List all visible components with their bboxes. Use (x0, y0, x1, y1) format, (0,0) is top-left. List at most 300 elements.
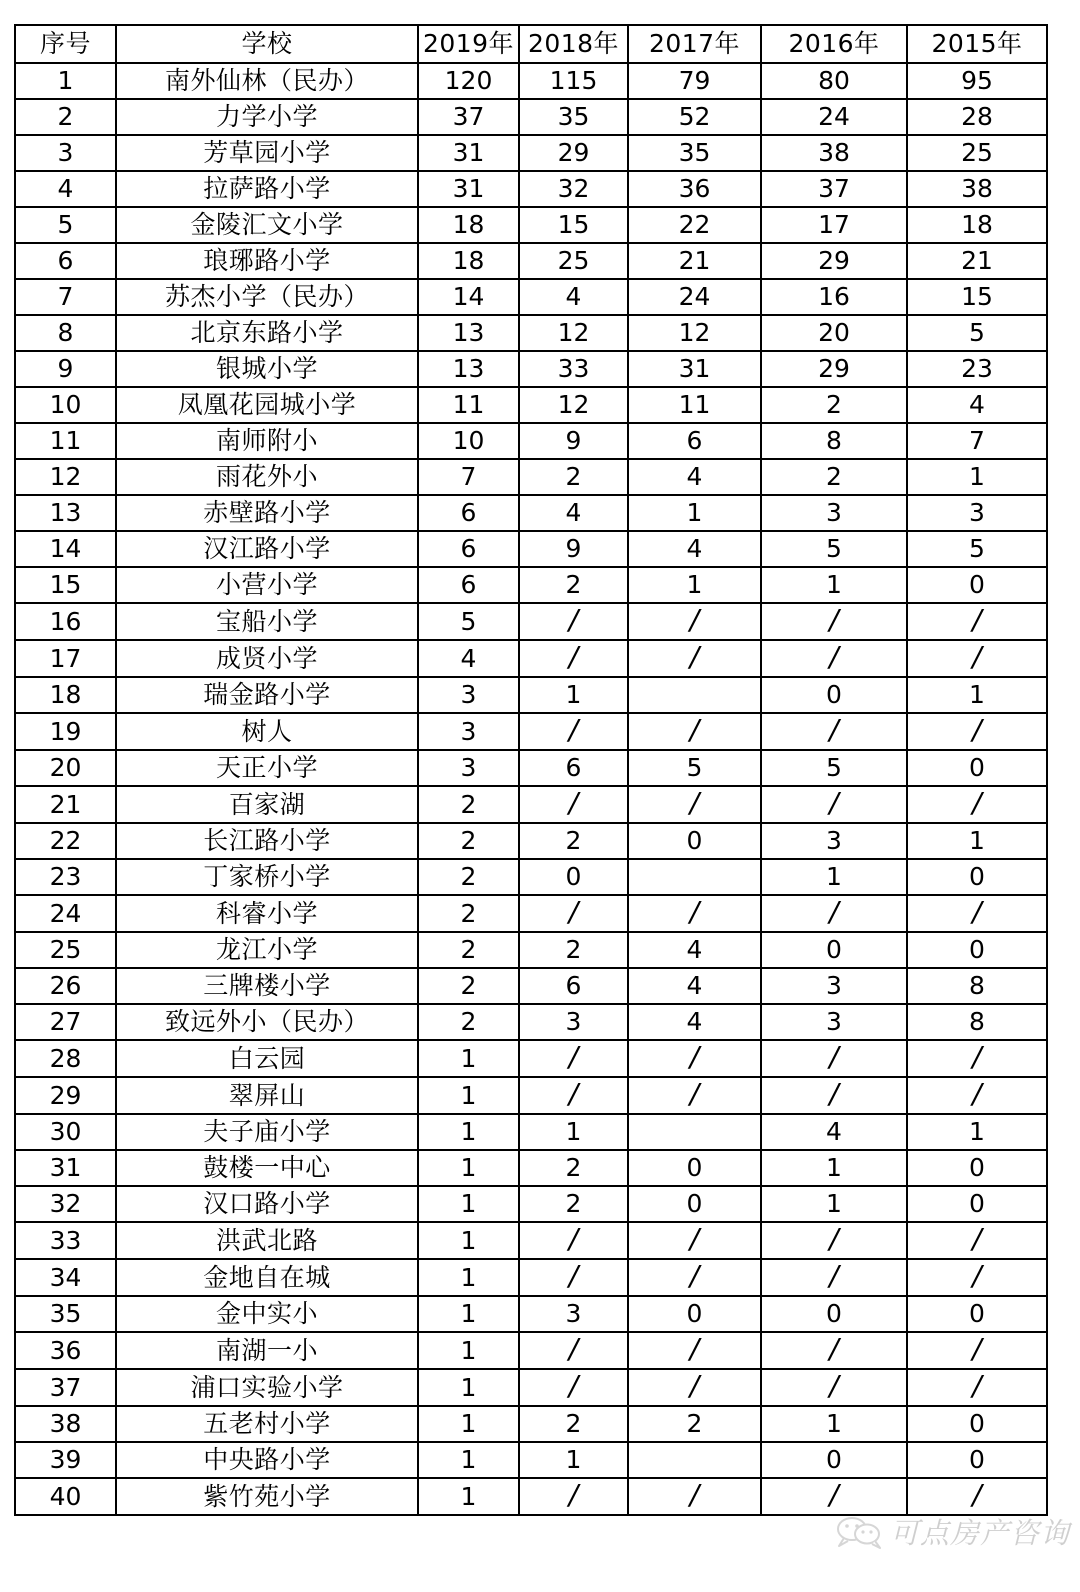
cell-2018: 2 (519, 459, 628, 495)
cell-school-name: 长江路小学 (116, 823, 418, 859)
table-row (15, 135, 1047, 171)
table-row (15, 207, 1047, 243)
missing-data-marker: / (689, 1332, 700, 1365)
cell-2015: 8 (907, 1004, 1047, 1040)
cell-school-name: 白云园 (116, 1040, 418, 1077)
cell-2019: 2 (418, 823, 519, 859)
cell-index: 32 (15, 1186, 116, 1222)
cell-2015: 21 (907, 243, 1047, 279)
cell-2016: 3 (761, 495, 907, 531)
cell-school-name: 丁家桥小学 (116, 859, 418, 895)
cell-2017 (628, 1442, 761, 1478)
cell-2015 (907, 895, 1047, 932)
cell-2016: 5 (761, 531, 907, 567)
cell-index: 27 (15, 1004, 116, 1040)
cell-2018: 2 (519, 932, 628, 968)
missing-data-marker: / (829, 1040, 839, 1073)
cell-2015: 1 (907, 677, 1047, 713)
cell-2017: 35 (628, 135, 761, 171)
cell-2016 (761, 1222, 907, 1259)
cell-2015: 25 (907, 135, 1047, 171)
missing-data-marker: / (829, 1077, 839, 1110)
cell-2017 (628, 677, 761, 713)
cell-2019: 13 (418, 351, 519, 387)
missing-data-marker: / (972, 786, 982, 819)
cell-school-name: 洪武北路 (116, 1222, 418, 1259)
missing-data-marker: / (972, 1478, 982, 1511)
cell-2019: 37 (418, 99, 519, 135)
missing-data-marker: / (568, 1369, 579, 1402)
cell-2016: 0 (761, 1296, 907, 1332)
cell-2019: 1 (418, 1186, 519, 1222)
table-row (15, 567, 1047, 603)
cell-2018 (519, 640, 628, 677)
cell-2018: 1 (519, 677, 628, 713)
table-row (15, 1222, 1047, 1259)
cell-2019: 14 (418, 279, 519, 315)
cell-2015 (907, 1478, 1047, 1515)
cell-index: 34 (15, 1259, 116, 1296)
cell-2017 (628, 859, 761, 895)
cell-2015: 38 (907, 171, 1047, 207)
cell-index: 38 (15, 1406, 116, 1442)
missing-data-marker: / (972, 603, 982, 636)
cell-school-name: 凤凰花园城小学 (116, 387, 418, 423)
missing-data-marker: / (689, 713, 700, 746)
table-row (15, 786, 1047, 823)
cell-2015: 5 (907, 315, 1047, 351)
missing-data-marker: / (568, 1222, 579, 1255)
missing-data-marker: / (568, 1259, 579, 1292)
cell-2016: 29 (761, 243, 907, 279)
cell-2017: 0 (628, 823, 761, 859)
cell-2017: 22 (628, 207, 761, 243)
table-container (14, 24, 1046, 1516)
cell-2015: 5 (907, 531, 1047, 567)
missing-data-marker: / (829, 1259, 839, 1292)
cell-school-name: 芳草园小学 (116, 135, 418, 171)
cell-index: 24 (15, 895, 116, 932)
cell-2016: 3 (761, 968, 907, 1004)
cell-index: 9 (15, 351, 116, 387)
cell-2018: 9 (519, 423, 628, 459)
missing-data-marker: / (972, 1369, 982, 1402)
table-row (15, 99, 1047, 135)
cell-2016: 38 (761, 135, 907, 171)
cell-school-name: 赤壁路小学 (116, 495, 418, 531)
table-row (15, 243, 1047, 279)
cell-2018: 3 (519, 1296, 628, 1332)
table-row (15, 171, 1047, 207)
cell-2015 (907, 1332, 1047, 1369)
missing-data-marker: / (568, 1040, 579, 1073)
cell-2018: 12 (519, 387, 628, 423)
cell-school-name: 龙江小学 (116, 932, 418, 968)
table-row (15, 968, 1047, 1004)
missing-data-marker: / (829, 1332, 839, 1365)
table-row (15, 1406, 1047, 1442)
cell-2017: 0 (628, 1296, 761, 1332)
watermark (836, 1511, 1070, 1552)
cell-2019: 1 (418, 1222, 519, 1259)
cell-2018 (519, 1369, 628, 1406)
column-header-2016: 2016年 (761, 25, 907, 63)
cell-2016: 24 (761, 99, 907, 135)
cell-2017: 4 (628, 1004, 761, 1040)
cell-index: 21 (15, 786, 116, 823)
cell-index: 11 (15, 423, 116, 459)
cell-2019: 1 (418, 1150, 519, 1186)
cell-2019: 31 (418, 135, 519, 171)
cell-index: 15 (15, 567, 116, 603)
missing-data-marker: / (689, 1222, 700, 1255)
cell-2019: 1 (418, 1442, 519, 1478)
cell-2017: 31 (628, 351, 761, 387)
cell-index: 39 (15, 1442, 116, 1478)
cell-2016: 0 (761, 932, 907, 968)
missing-data-marker: / (829, 895, 839, 928)
table-body (15, 63, 1047, 1515)
missing-data-marker: / (829, 786, 839, 819)
cell-2017: 24 (628, 279, 761, 315)
missing-data-marker: / (568, 713, 579, 746)
cell-2015: 3 (907, 495, 1047, 531)
cell-2018: 33 (519, 351, 628, 387)
cell-2016 (761, 1259, 907, 1296)
cell-school-name: 三牌楼小学 (116, 968, 418, 1004)
cell-2016 (761, 1040, 907, 1077)
cell-2019: 2 (418, 859, 519, 895)
cell-2019: 10 (418, 423, 519, 459)
cell-2015 (907, 1369, 1047, 1406)
cell-school-name: 金中实小 (116, 1296, 418, 1332)
table-row (15, 495, 1047, 531)
table-row (15, 895, 1047, 932)
cell-2017: 21 (628, 243, 761, 279)
cell-2019: 2 (418, 786, 519, 823)
cell-2019: 1 (418, 1296, 519, 1332)
missing-data-marker: / (972, 895, 982, 928)
missing-data-marker: / (568, 1332, 579, 1365)
cell-2017: 12 (628, 315, 761, 351)
cell-2018 (519, 1259, 628, 1296)
cell-school-name: 翠屏山 (116, 1077, 418, 1114)
column-header-2018: 2018年 (519, 25, 628, 63)
missing-data-marker: / (689, 640, 700, 673)
cell-2016 (761, 603, 907, 640)
table-row (15, 750, 1047, 786)
cell-index: 19 (15, 713, 116, 750)
cell-2015: 28 (907, 99, 1047, 135)
cell-2018 (519, 1332, 628, 1369)
cell-2015 (907, 713, 1047, 750)
table-row (15, 1369, 1047, 1406)
cell-index: 2 (15, 99, 116, 135)
cell-school-name: 树人 (116, 713, 418, 750)
cell-school-name: 科睿小学 (116, 895, 418, 932)
cell-2016: 3 (761, 1004, 907, 1040)
cell-2016 (761, 1332, 907, 1369)
missing-data-marker: / (689, 1259, 700, 1292)
cell-index: 14 (15, 531, 116, 567)
table-row (15, 423, 1047, 459)
missing-data-marker: / (689, 1369, 700, 1402)
cell-2016: 17 (761, 207, 907, 243)
cell-2015: 0 (907, 1186, 1047, 1222)
cell-2016: 29 (761, 351, 907, 387)
cell-2017: 79 (628, 63, 761, 99)
cell-2017 (628, 1259, 761, 1296)
cell-2019: 2 (418, 968, 519, 1004)
cell-2018: 12 (519, 315, 628, 351)
cell-2017 (628, 1478, 761, 1515)
cell-index: 13 (15, 495, 116, 531)
cell-2016: 20 (761, 315, 907, 351)
cell-2018: 4 (519, 279, 628, 315)
cell-2018: 32 (519, 171, 628, 207)
column-header-index: 序号 (15, 25, 116, 63)
cell-2018: 0 (519, 859, 628, 895)
table-row (15, 1332, 1047, 1369)
cell-2015: 23 (907, 351, 1047, 387)
cell-2019: 3 (418, 750, 519, 786)
cell-index: 37 (15, 1369, 116, 1406)
missing-data-marker: / (972, 1077, 982, 1110)
missing-data-marker: / (972, 1332, 982, 1365)
cell-2018 (519, 1222, 628, 1259)
cell-2019: 2 (418, 895, 519, 932)
cell-2015: 0 (907, 1150, 1047, 1186)
cell-school-name: 五老村小学 (116, 1406, 418, 1442)
table-row (15, 1478, 1047, 1515)
cell-2018 (519, 895, 628, 932)
cell-2015: 0 (907, 567, 1047, 603)
cell-2019: 6 (418, 495, 519, 531)
cell-school-name: 百家湖 (116, 786, 418, 823)
cell-2015: 0 (907, 1406, 1047, 1442)
cell-2018: 6 (519, 968, 628, 1004)
cell-index: 20 (15, 750, 116, 786)
cell-school-name: 紫竹苑小学 (116, 1478, 418, 1515)
cell-2016 (761, 1369, 907, 1406)
cell-2019: 1 (418, 1040, 519, 1077)
cell-2015: 4 (907, 387, 1047, 423)
cell-index: 16 (15, 603, 116, 640)
cell-2015 (907, 786, 1047, 823)
cell-2018: 9 (519, 531, 628, 567)
cell-2019: 1 (418, 1406, 519, 1442)
cell-index: 8 (15, 315, 116, 351)
cell-2017 (628, 1332, 761, 1369)
cell-2017 (628, 1114, 761, 1150)
cell-2017 (628, 1222, 761, 1259)
missing-data-marker: / (689, 603, 700, 636)
table-row (15, 823, 1047, 859)
cell-2018: 2 (519, 823, 628, 859)
cell-2017: 4 (628, 932, 761, 968)
cell-2017: 5 (628, 750, 761, 786)
column-header-2017: 2017年 (628, 25, 761, 63)
cell-school-name: 南外仙林（民办） (116, 63, 418, 99)
cell-2017 (628, 1077, 761, 1114)
cell-2016: 0 (761, 677, 907, 713)
cell-2017 (628, 1369, 761, 1406)
missing-data-marker: / (829, 1222, 839, 1255)
cell-2016: 1 (761, 567, 907, 603)
cell-2018: 2 (519, 1186, 628, 1222)
cell-2017: 4 (628, 531, 761, 567)
table-row (15, 1004, 1047, 1040)
cell-2016 (761, 1077, 907, 1114)
table-row (15, 351, 1047, 387)
cell-2018: 1 (519, 1114, 628, 1150)
cell-2018: 35 (519, 99, 628, 135)
cell-2015 (907, 603, 1047, 640)
table-header (15, 25, 1047, 63)
cell-2015: 7 (907, 423, 1047, 459)
missing-data-marker: / (568, 1478, 579, 1511)
table-row (15, 603, 1047, 640)
cell-school-name: 天正小学 (116, 750, 418, 786)
table-row (15, 713, 1047, 750)
cell-index: 22 (15, 823, 116, 859)
cell-2019: 2 (418, 1004, 519, 1040)
table-row (15, 1296, 1047, 1332)
missing-data-marker: / (829, 1369, 839, 1402)
table-row (15, 677, 1047, 713)
cell-school-name: 宝船小学 (116, 603, 418, 640)
cell-2015: 1 (907, 1114, 1047, 1150)
cell-2017 (628, 713, 761, 750)
cell-2016 (761, 1478, 907, 1515)
cell-index: 36 (15, 1332, 116, 1369)
missing-data-marker: / (972, 1259, 982, 1292)
cell-2018: 2 (519, 1150, 628, 1186)
cell-2015: 0 (907, 859, 1047, 895)
cell-2016: 80 (761, 63, 907, 99)
table-row (15, 1114, 1047, 1150)
cell-2017: 0 (628, 1150, 761, 1186)
cell-index: 7 (15, 279, 116, 315)
missing-data-marker: / (972, 640, 982, 673)
cell-2016 (761, 640, 907, 677)
cell-2017: 6 (628, 423, 761, 459)
missing-data-marker: / (689, 1077, 700, 1110)
missing-data-marker: / (689, 1040, 700, 1073)
cell-school-name: 汉江路小学 (116, 531, 418, 567)
cell-2015 (907, 1222, 1047, 1259)
cell-index: 3 (15, 135, 116, 171)
cell-2019: 18 (418, 207, 519, 243)
cell-school-name: 成贤小学 (116, 640, 418, 677)
cell-2019: 1 (418, 1332, 519, 1369)
cell-2019: 1 (418, 1369, 519, 1406)
cell-2017: 4 (628, 459, 761, 495)
cell-index: 10 (15, 387, 116, 423)
table-row (15, 1040, 1047, 1077)
cell-2015: 1 (907, 823, 1047, 859)
cell-school-name: 琅琊路小学 (116, 243, 418, 279)
missing-data-marker: / (689, 786, 700, 819)
cell-index: 5 (15, 207, 116, 243)
cell-2017 (628, 603, 761, 640)
cell-school-name: 中央路小学 (116, 1442, 418, 1478)
cell-2017 (628, 640, 761, 677)
cell-2016 (761, 895, 907, 932)
table-row (15, 1077, 1047, 1114)
cell-2016: 1 (761, 1150, 907, 1186)
table-row (15, 859, 1047, 895)
cell-2019: 120 (418, 63, 519, 99)
cell-2019: 1 (418, 1478, 519, 1515)
cell-school-name: 致远外小（民办） (116, 1004, 418, 1040)
missing-data-marker: / (568, 895, 579, 928)
cell-2016: 37 (761, 171, 907, 207)
cell-2019: 3 (418, 713, 519, 750)
cell-2018: 1 (519, 1442, 628, 1478)
cell-2019: 1 (418, 1077, 519, 1114)
cell-2016: 2 (761, 459, 907, 495)
cell-2019: 6 (418, 567, 519, 603)
missing-data-marker: / (829, 603, 839, 636)
cell-2019: 7 (418, 459, 519, 495)
table-row (15, 459, 1047, 495)
cell-2019: 11 (418, 387, 519, 423)
cell-2015: 95 (907, 63, 1047, 99)
column-header-2019: 2019年 (418, 25, 519, 63)
cell-index: 28 (15, 1040, 116, 1077)
table-row (15, 387, 1047, 423)
cell-index: 6 (15, 243, 116, 279)
cell-2019: 1 (418, 1259, 519, 1296)
cell-2016 (761, 786, 907, 823)
cell-2019: 1 (418, 1114, 519, 1150)
cell-2018 (519, 603, 628, 640)
cell-2018: 25 (519, 243, 628, 279)
table-row (15, 1442, 1047, 1478)
cell-2016: 16 (761, 279, 907, 315)
cell-school-name: 南师附小 (116, 423, 418, 459)
cell-2018 (519, 1077, 628, 1114)
cell-index: 12 (15, 459, 116, 495)
cell-2017: 1 (628, 567, 761, 603)
cell-2017: 0 (628, 1186, 761, 1222)
missing-data-marker: / (829, 640, 839, 673)
cell-school-name: 瑞金路小学 (116, 677, 418, 713)
cell-school-name: 拉萨路小学 (116, 171, 418, 207)
cell-2015 (907, 640, 1047, 677)
cell-2018: 4 (519, 495, 628, 531)
cell-2016: 5 (761, 750, 907, 786)
table-row (15, 932, 1047, 968)
cell-2019: 18 (418, 243, 519, 279)
column-header-2015: 2015年 (907, 25, 1047, 63)
cell-index: 26 (15, 968, 116, 1004)
missing-data-marker: / (568, 786, 579, 819)
cell-index: 18 (15, 677, 116, 713)
cell-school-name: 雨花外小 (116, 459, 418, 495)
cell-2019: 4 (418, 640, 519, 677)
missing-data-marker: / (568, 640, 579, 673)
cell-2016: 8 (761, 423, 907, 459)
cell-school-name: 夫子庙小学 (116, 1114, 418, 1150)
cell-2015: 18 (907, 207, 1047, 243)
table-row (15, 63, 1047, 99)
cell-2016: 1 (761, 859, 907, 895)
cell-index: 17 (15, 640, 116, 677)
missing-data-marker: / (972, 1040, 982, 1073)
cell-2019: 6 (418, 531, 519, 567)
